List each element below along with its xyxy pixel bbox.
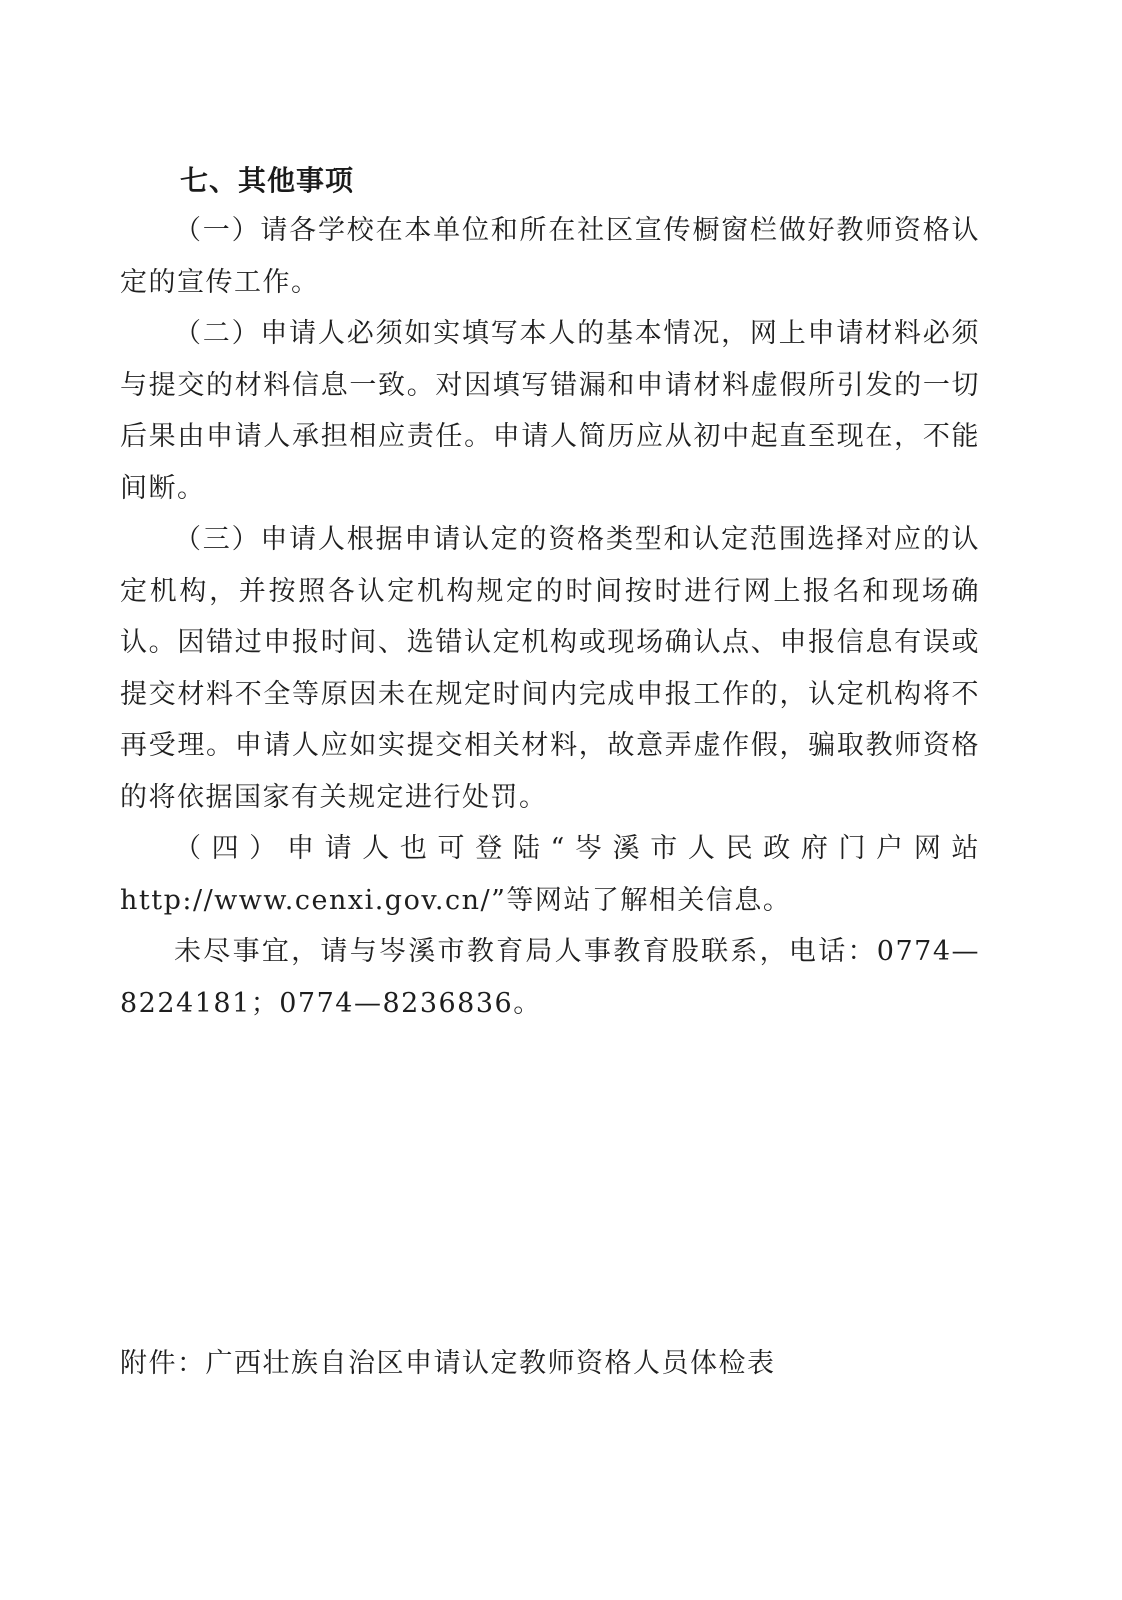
paragraph-4: （四）申请人也可登陆“岑溪市人民政府门户网站http://www.cenxi.gov.cn/”等网站了解相关信息。 — [120, 833, 980, 916]
document-body — [120, 205, 980, 1029]
paragraph-1: （一）请各学校在本单位和所在社区宣传橱窗栏做好教师资格认定的宣传工作。 — [120, 215, 980, 298]
attachment-line: 附件：广西壮族自治区申请认定教师资格人员体检表 — [120, 1348, 776, 1379]
paragraph-5: 未尽事宜，请与岑溪市教育局人事教育股联系，电话：0774—8224181；0774—8236836。 — [120, 936, 980, 1019]
section-heading: 七、其他事项 — [180, 164, 355, 197]
paragraph-2: （二）申请人必须如实填写本人的基本情况，网上申请材料必须与提交的材料信息一致。对因填写错漏和申请材料虚假所引发的一切后果由申请人承担相应责任。申请人简历应从初中起直至现在，不能间断。 — [120, 318, 980, 504]
paragraph-3: （三）申请人根据申请认定的资格类型和认定范围选择对应的认定机构，并按照各认定机构规定的时间按时进行网上报名和现场确认。因错过申报时间、选错认定机构或现场确认点、申报信息有误或提交材料不全等原因未在规定时间内完成申报工作的，认定机构将不再受理。申请人应如实提交相关材料，故意弄虚作假，骗取教师资格的将依据国家有关规定进行处罚。 — [120, 524, 980, 813]
